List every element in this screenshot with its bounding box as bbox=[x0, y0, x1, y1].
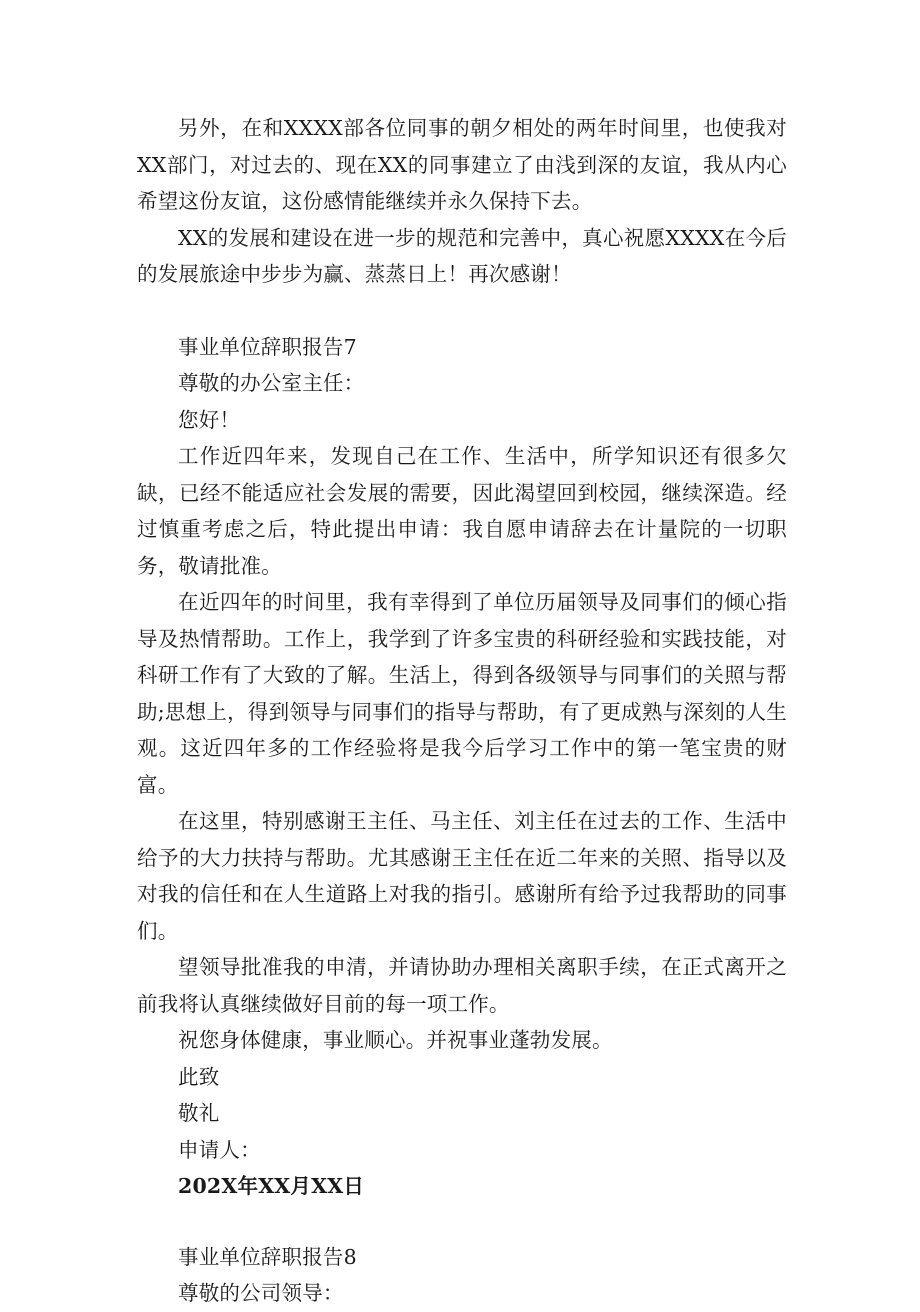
report7-salutation: 尊敬的办公室主任： bbox=[178, 371, 365, 395]
report7-applicant: 申请人： bbox=[178, 1137, 261, 1162]
report7-paragraph-gratitude: 在近四年的时间里，我有幸得到了单位历届领导及同事们的倾心指导及热情帮助。工作上，我学到了许多宝贵的科研经验和实践技能，对科研工作有了大致的了解。生活上，得到各级领导与同事们的关照与帮助;思想上，得到领导与同事们的指导与帮助，有了更成熟与深刻的人生观。这近四年多的工作经验将是我今后学习工作中的第一笔宝贵的财富。 bbox=[137, 590, 787, 797]
report7-title: 事业单位辞职报告7 bbox=[178, 334, 357, 359]
report7-paragraph-request: 望领导批准我的申清，并请协助办理相关离职手续，在正式离开之前我将认真继续做好目前的每一项工作。 bbox=[137, 955, 787, 1016]
report7-closing-1: 此致 bbox=[178, 1064, 220, 1089]
report7-paragraph-thanks: 在这里，特别感谢王主任、马主任、刘主任在过去的工作、生活中给予的大力扶持与帮助。尤其感谢王主任在近二年来的关照、指导以及对我的信任和在人生道路上对我的指引。感谢所有给予过我帮助的同事们。 bbox=[137, 809, 787, 943]
report7-paragraph-reason: 工作近四年来，发现自己在工作、生活中，所学知识还有很多欠缺，已经不能适应社会发展的需要，因此渴望回到校园，继续深造。经过慎重考虑之后，特此提出申请：我自愿申请辞去在计量院的一切职务，敬请批准。 bbox=[137, 444, 787, 578]
report8-salutation: 尊敬的公司领导： bbox=[178, 1281, 344, 1305]
report7-greeting: 您好！ bbox=[178, 407, 241, 432]
section-gap bbox=[137, 293, 787, 329]
paragraph-friendship: 另外，在和XXXX部各位同事的朝夕相处的两年时间里，也使我对XX部门，对过去的、现在XX的同事建立了由浅到深的友谊，我从内心希望这份友谊，这份感情能继续并永久保持下去。 bbox=[137, 116, 787, 213]
document-page bbox=[137, 110, 787, 1312]
report7-date: 202X年XX月XX日 bbox=[178, 1174, 365, 1198]
report7-wish: 祝您身体健康，事业顺心。并祝事业蓬勃发展。 bbox=[178, 1028, 613, 1052]
report8-title: 事业单位辞职报告8 bbox=[178, 1244, 357, 1269]
paragraph-wishes: XX的发展和建设在进一步的规范和完善中，真心祝愿XXXX在今后的发展旅途中步步为赢、蒸蒸日上！再次感谢！ bbox=[137, 225, 787, 286]
section-gap bbox=[137, 1205, 787, 1239]
report7-closing-2: 敬礼 bbox=[178, 1101, 220, 1125]
